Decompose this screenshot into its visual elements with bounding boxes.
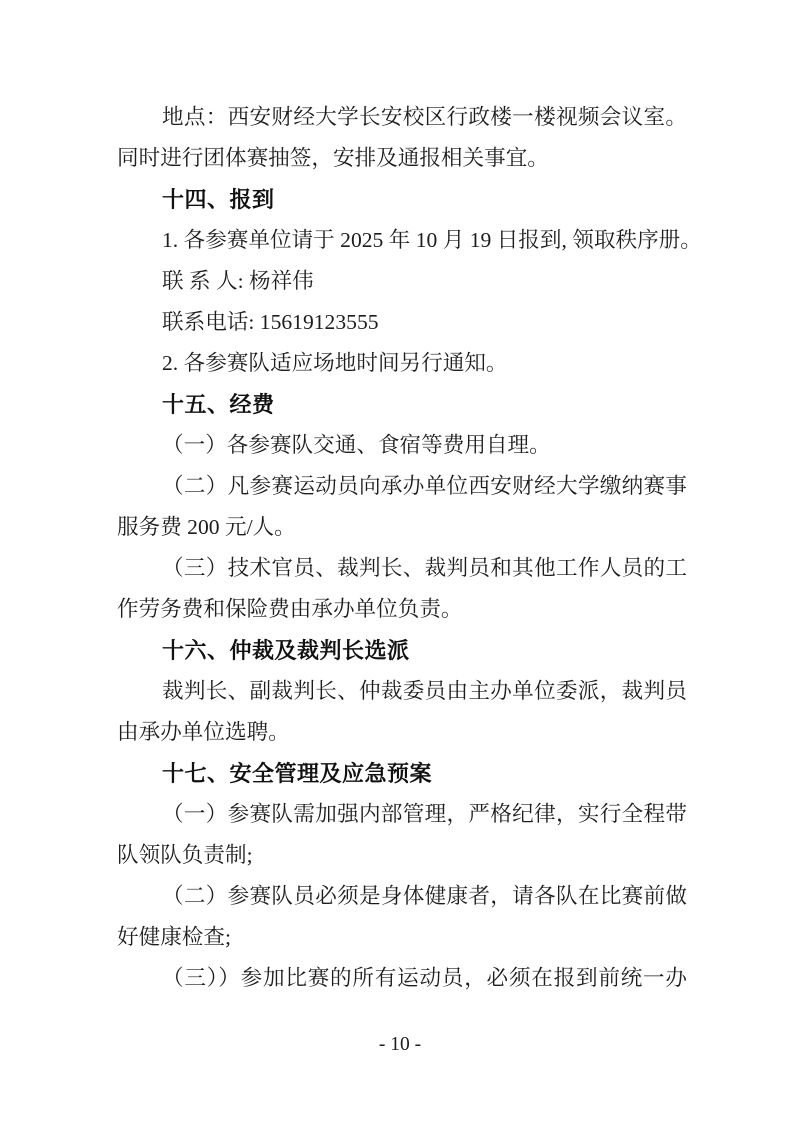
text-line: 作劳务费和保险费由承办单位负责。	[117, 597, 463, 621]
text-line: （三）技术官员、裁判长、裁判员和其他工作人员的工	[162, 556, 687, 580]
text-line: 2. 各参赛队适应场地时间另行通知。	[162, 351, 508, 375]
text-line: 地点：西安财经大学长安校区行政楼一楼视频会议室。	[162, 105, 687, 129]
text-line: 裁判长、副裁判长、仲裁委员由主办单位委派，裁判员	[162, 679, 687, 703]
text-line: （二）参赛队员必须是身体健康者，请各队在比赛前做	[162, 884, 687, 908]
section-heading: 十六、仲裁及裁判长选派	[162, 638, 410, 663]
text-line: 联系电话: 15619123555	[162, 310, 379, 334]
page-footer	[0, 1030, 800, 1060]
text-line: 队领队负责制;	[117, 843, 253, 867]
text-line: （三））参加比赛的所有运动员，必须在报到前统一办	[162, 966, 687, 990]
section-heading: 十五、经费	[162, 392, 275, 417]
text-line: （二）凡参赛运动员向承办单位西安财经大学缴纳赛事	[162, 474, 687, 498]
page-number: - 10 -	[378, 1034, 422, 1055]
document-body	[117, 97, 702, 999]
text-line: 同时进行团体赛抽签，安排及通报相关事宜。	[117, 146, 549, 170]
text-line: （一）参赛队需加强内部管理，严格纪律，实行全程带	[162, 802, 687, 826]
section-heading: 十七、安全管理及应急预案	[162, 761, 433, 786]
section-heading: 十四、报到	[162, 187, 275, 212]
text-line: 1. 各参赛单位请于 2025 年 10 月 19 日报到, 领取秩序册。	[162, 228, 702, 252]
text-line: 联 系 人: 杨祥伟	[162, 269, 314, 293]
text-line: 好健康检查;	[117, 925, 231, 949]
text-line: （一）各参赛队交通、食宿等费用自理。	[162, 433, 551, 457]
text-line: 服务费 200 元/人。	[117, 515, 296, 539]
text-line: 由承办单位选聘。	[117, 720, 290, 744]
